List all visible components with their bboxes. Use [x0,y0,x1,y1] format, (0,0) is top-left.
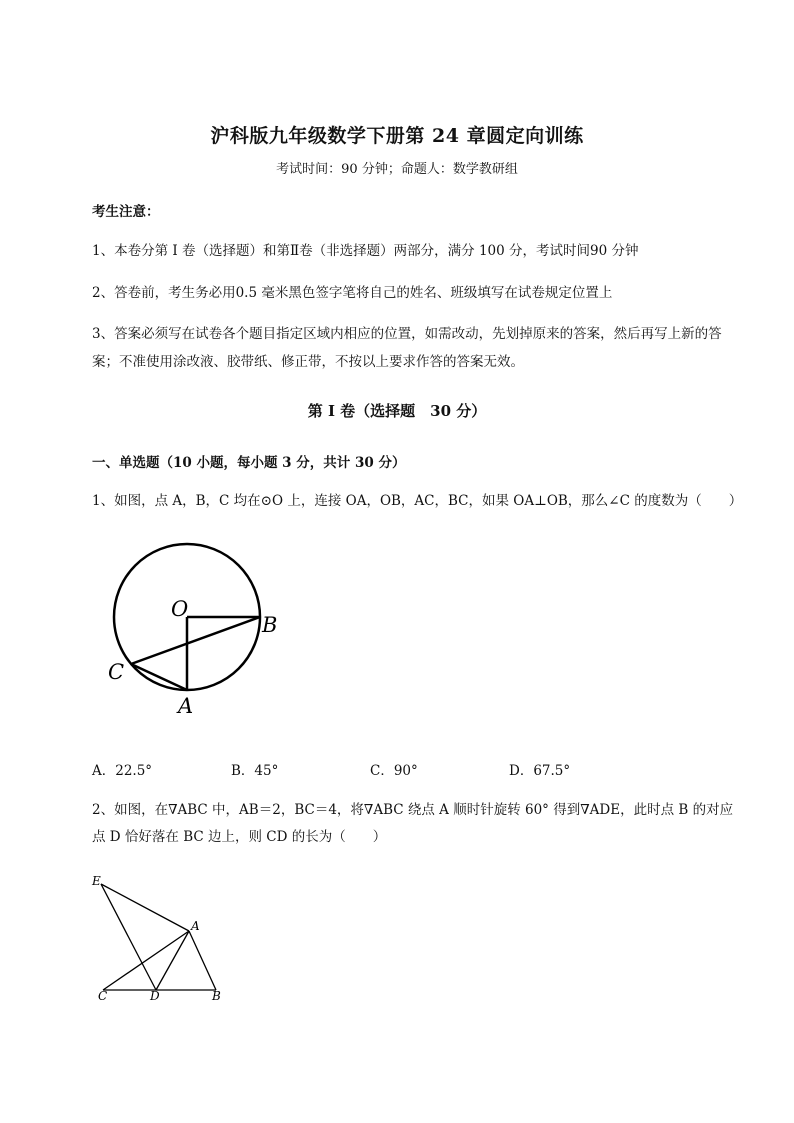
exam-info: 考试时间：90 分钟；命题人：数学教研组 [276,162,518,177]
label-d: D [150,989,160,1003]
segment-ac [131,664,187,690]
segment-ad [156,931,189,990]
segment-ac [103,931,189,990]
segment-bc [131,617,260,664]
notice-item-1: 1、本卷分第 I 卷（选择题）和第Ⅱ卷（非选择题）两部分，满分 100 分，考试时间90 分钟 [92,243,639,259]
label-c: C [98,989,108,1003]
option-d: D．67.5° [509,763,571,779]
page-title: 沪科版九年级数学下册第 24 章圆定向训练 [210,125,584,147]
option-c: C．90° [370,763,418,779]
section-title: 第 I 卷（选择题 30 分） [307,402,487,420]
question-2-figure [88,868,238,1008]
option-a: A．22.5° [92,763,153,779]
segment-ab [189,931,216,990]
segment-ed [101,884,156,990]
question-1-figure [100,540,300,720]
notice-heading: 考生注意： [92,204,160,220]
label-a: A [178,694,194,718]
segment-ea [101,884,189,931]
option-b: B．45° [231,763,279,779]
label-c: C [108,660,125,684]
notice-item-3: 3、答案必须写在试卷各个题目指定区域内相应的位置，如需改动，先划掉原来的答案，然后再写上新的答案；不准使用涂改液、胶带纸、修正带，不按以上要求作答的答案无效。 [92,326,722,370]
label-a: A [191,919,200,933]
part-title: 一、单选题（10 小题，每小题 3 分，共计 30 分） [92,455,406,471]
label-e: E [92,874,101,888]
label-b: B [212,989,221,1003]
question-1-text: 1、如图，点 A，B，C 均在⊙O 上，连接 OA，OB，AC，BC，如果 OA⊥OB，那么∠C 的度数为（ ） [92,493,743,509]
question-2-text: 2、如图，在∇ABC 中，AB＝2，BC＝4，将∇ABC 绕点 A 顺时针旋转 60° 得到∇ADE，此时点 B 的对应点 D 恰好落在 BC 边上，则 CD 的长为（ ） [92,802,734,845]
label-b: B [262,613,278,637]
label-o: O [171,597,189,621]
notice-item-2: 2、答卷前，考生务必用0.5 毫米黑色签字笔将自己的姓名、班级填写在试卷规定位置上 [92,285,613,301]
